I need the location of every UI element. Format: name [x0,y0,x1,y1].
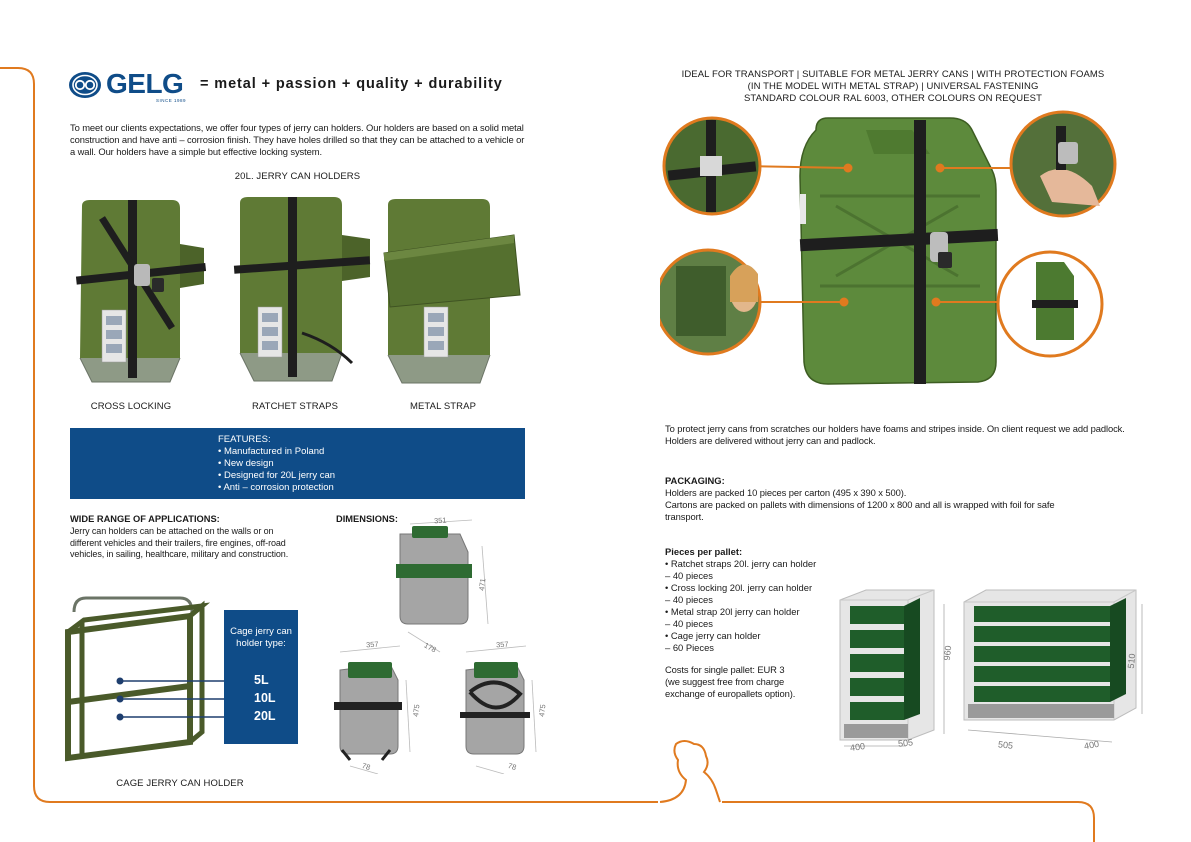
ratchet-straps-holder-image [232,193,372,388]
pieces-item: – 40 pieces [665,618,713,629]
cage-size-20l: 20L [254,709,276,723]
applications-title: WIDE RANGE OF APPLICATIONS: [70,514,220,524]
pieces-item: • Ratchet straps 20l. jerry can holder [665,558,817,569]
pieces-item: • Metal strap 20l jerry can holder [665,606,800,617]
costs-line1: Costs for single pallet: EUR 3 [665,664,785,675]
dim-label: 357 [495,639,509,650]
dim-label: 78 [360,760,372,773]
feature-item: • New design [218,458,274,469]
cage-type-panel [224,610,298,744]
cage-panel-title: Cage jerry can holder type: [230,626,292,649]
pallet-wide [964,590,1136,720]
right-header-line2: (IN THE MODEL WITH METAL STRAP) | UNIVERSAL FASTENING [747,81,1039,92]
pallets-image [836,584,1146,756]
dim-label: 178 [422,640,438,655]
intro-text: To meet our clients expectations, we offer four types of jerry can holders. Our holders are based on a solid metal construction and have anti – corrosion finish. They have holes drilled so that they can be attached to a vehicle or a wall. Our holders have a simple but effective locking system. [70,122,525,157]
features-list [218,446,335,494]
detail-circle-top-left [664,118,760,214]
pallet-a-height: 960 [941,645,954,661]
pallet-a-depth: 400 [849,741,866,753]
detail-circle-bottom-left [660,250,760,354]
jerry-can-hero-image [660,106,1122,390]
holder-label-cross-locking: CROSS LOCKING [90,401,172,412]
detail-circle-top-right [1011,112,1115,216]
logo [68,68,203,104]
pieces-item: • Cage jerry can holder [665,630,761,641]
logo-since: SINCE 1989 [156,98,187,103]
cage-size-10l: 10L [254,691,276,705]
right-header-line1: IDEAL FOR TRANSPORT | SUITABLE FOR METAL JERRY CANS | WITH PROTECTION FOAMS [681,69,1105,80]
dimension-can-right [460,646,536,774]
right-header-line3: STANDARD COLOUR RAL 6003, OTHER COLOURS ON REQUEST [744,93,1042,104]
dim-label: 357 [365,639,379,650]
metal-strap-holder-image [382,195,522,387]
packaging-line2: Cartons are packed on pallets with dimensions of 1200 x 800 and all is wrapped with foil for safe transport. [665,499,1055,522]
pallet-b-depth: 400 [1083,738,1100,752]
dim-label: 471 [477,577,488,592]
pieces-title: Pieces per pallet: [665,546,743,557]
dim-label: 475 [411,703,422,718]
pallet-b-height: 510 [1125,653,1138,669]
gelg-emblem-icon [68,70,102,100]
pallet-b-width: 505 [997,739,1014,751]
dim-label: 475 [537,703,548,718]
jerry-can-main [800,118,998,384]
logo-text: GELG [106,68,184,99]
cage-caption: CAGE JERRY CAN HOLDER [116,778,244,789]
pallet-a-width: 505 [897,737,914,749]
detail-circle-bottom-right [998,252,1102,356]
pieces-item: • Cross locking 20l. jerry can holder [665,582,813,593]
dim-label: 351 [433,515,447,526]
features-title: FEATURES: [218,434,271,445]
dimension-can-top [396,520,488,652]
feature-item: • Anti – corrosion protection [218,482,334,493]
packaging-title: PACKAGING: [665,475,725,486]
features-panel [70,428,525,499]
tagline: = metal + passion + quality + durability [200,76,503,92]
costs-line2: (we suggest free from charge [665,676,785,687]
dimensions-drawings [320,512,560,774]
cage-size-5l: 5L [254,673,269,687]
pieces-item: – 40 pieces [665,594,713,605]
dimension-can-left [334,646,410,774]
cross-locking-holder-image [72,198,206,388]
packaging-line1: Holders are packed 10 pieces per carton (495 x 390 x 500). [665,487,907,498]
pieces-list [665,558,835,654]
dimensions-title: DIMENSIONS: [336,514,398,524]
holders-title: 20L. JERRY CAN HOLDERS [234,171,361,182]
protect-text: To protect jerry cans from scratches our holders have foams and stripes inside. On client request we add padlock. Holders are delivered without jerry can and padlock. [665,423,1125,446]
holder-label-ratchet-straps: RATCHET STRAPS [251,401,339,412]
holder-label-metal-strap: METAL STRAP [409,401,477,412]
pieces-item: – 60 Pieces [665,642,714,653]
feature-item: • Designed for 20L jerry can [218,470,336,481]
feature-item: • Manufactured in Poland [218,446,325,457]
pallet-tall [840,590,934,740]
applications-text: Jerry can holders can be attached on the walls or on different vehicles and their trailers, fire engines, off-road vehicles, in sailing, healthcare, military and construction. [70,526,289,559]
dim-label: 78 [506,760,518,773]
pieces-item: – 40 pieces [665,570,713,581]
costs-line3: exchange of europallets option). [665,688,796,699]
